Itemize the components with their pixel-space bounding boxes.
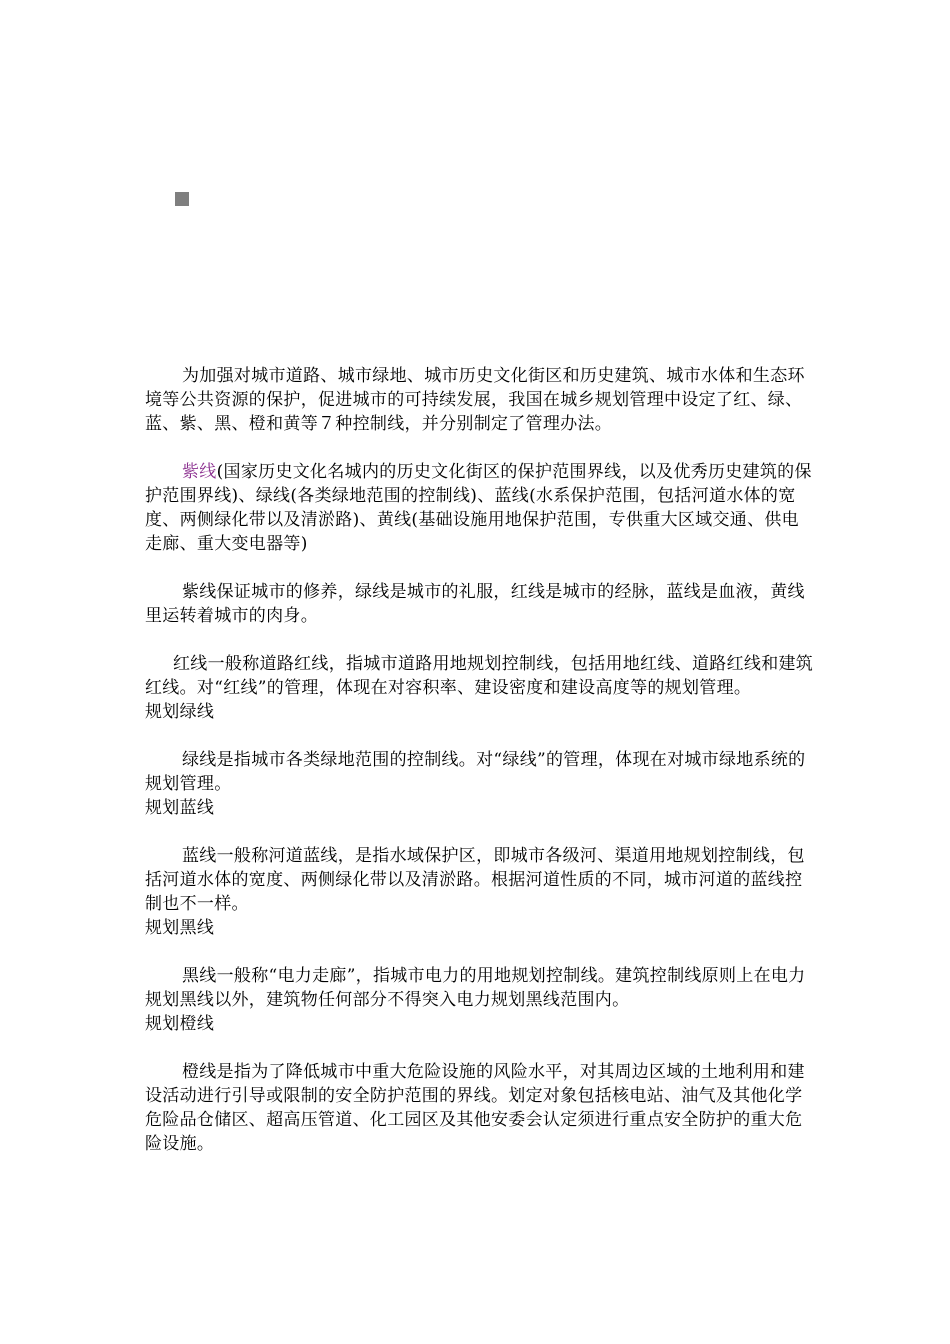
orange-line-paragraph: 橙线是指为了降低城市中重大危险设施的风险水平，对其周边区域的土地利用和建设活动进行引导或限制的安全防护范围的界线。划定对象包括核电站、油气及其他化学危险品仓储区、超高压管道、化工园区及其他安委会认定须进行重点安全防护的重大危险设施。 — [145, 1062, 805, 1154]
intro-paragraph: 为加强对城市道路、城市绿地、城市历史文化街区和历史建筑、城市水体和生态环境等公共资源的保护，促进城市的可持续发展，我国在城乡规划管理中设定了红、绿、蓝、紫、黑、橙和黄等７种控制线，并分别制定了管理办法。 — [145, 366, 805, 434]
green-line-paragraph: 绿线是指城市各类绿地范围的控制线。对“绿线”的管理，体现在对城市绿地系统的规划管理。 — [145, 750, 806, 794]
purple-line-paragraph — [145, 460, 815, 556]
black-line-heading: 规划黑线 — [145, 918, 215, 938]
green-line-heading: 规划绿线 — [145, 702, 215, 722]
blue-line-heading: 规划蓝线 — [145, 798, 215, 818]
purple-line-description: (国家历史文化名城内的历史文化街区的保护范围界线，以及优秀历史建筑的保护范围界线)、绿线(各类绿地范围的控制线)、蓝线(水系保护范围，包括河道水体的宽度、两侧绿化带以及清淤路)、黄线(基础设施用地保护范围，专供重大区域交通、供电走廊、重大变电器等) — [145, 462, 812, 554]
orange-line-heading: 规划橙线 — [145, 1014, 215, 1034]
purple-line-term: 紫线 — [182, 462, 217, 482]
blue-line-paragraph: 蓝线一般称河道蓝线，是指水域保护区，即城市各级河、渠道用地规划控制线，包括河道水体的宽度、两侧绿化带以及清淤路。根据河道性质的不同，城市河道的蓝线控制也不一样。 — [145, 846, 805, 914]
red-line-paragraph: 红线一般称道路红线，指城市道路用地规划控制线，包括用地红线、道路红线和建筑红线。对“红线”的管理，体现在对容积率、建设密度和建设高度等的规划管理。 — [145, 654, 814, 698]
bullet-square-marker — [175, 192, 189, 206]
metaphor-paragraph: 紫线保证城市的修养，绿线是城市的礼服，红线是城市的经脉，蓝线是血液，黄线里运转着城市的肉身。 — [145, 582, 805, 626]
black-line-paragraph: 黑线一般称“电力走廊”，指城市电力的用地规划控制线。建筑控制线原则上在电力规划黑线以外，建筑物任何部分不得突入电力规划黑线范围内。 — [145, 966, 806, 1010]
document-body — [145, 364, 815, 1156]
